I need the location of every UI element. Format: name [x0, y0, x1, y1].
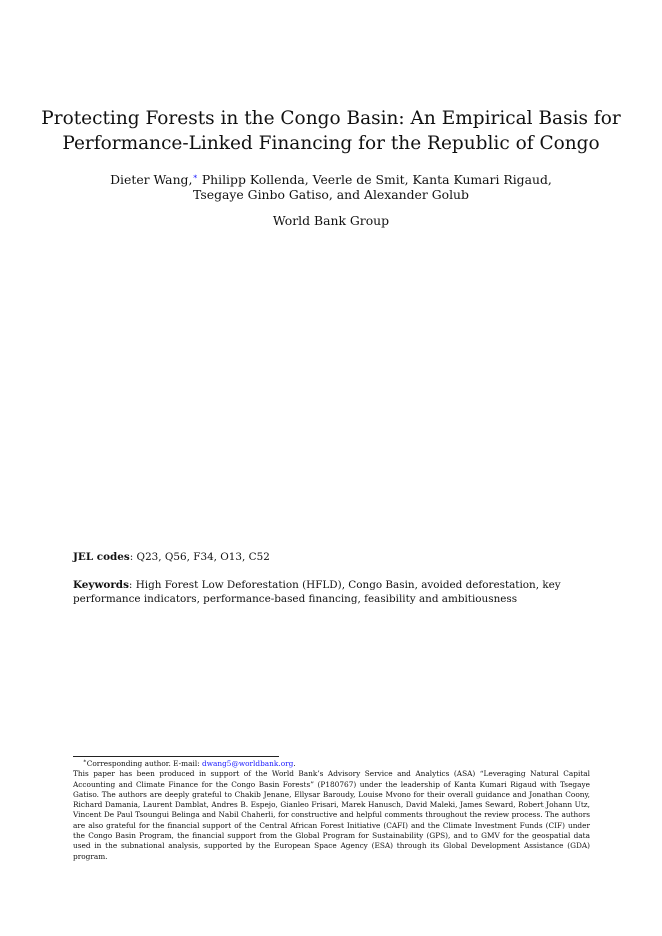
keywords — [73, 579, 593, 606]
keywords-text: : High Forest Low Deforestation (HFLD), Congo Basin, avoided deforestation, key performance indicators, performance-based financing, feasibility and ambitiousness — [73, 579, 561, 605]
footnote-rule — [73, 756, 279, 757]
author-list — [60, 172, 602, 202]
first-author: Dieter Wang, — [110, 172, 193, 187]
title-line-2: Performance-Linked Financing for the Republic of Congo — [62, 133, 600, 154]
footnote — [73, 759, 590, 862]
authors-line-1-rest: Philipp Kollenda, Veerle de Smit, Kanta Kumari Rigaud, — [197, 172, 552, 187]
title-line-1: Protecting Forests in the Congo Basin: An Empirical Basis for — [41, 108, 621, 129]
keywords-label: Keywords — [73, 579, 129, 591]
affiliation: World Bank Group — [272, 213, 390, 228]
footnote-body: This paper has been produced in support of the World Bank’s Advisory Service and Analytics (ASA) “Leveraging Natural Capital Accounting and Climate Finance for the Congo Basin Forests” (P180767) under the leadership of Kanta Kumari Rigaud with Tsegaye Gatiso. The authors are deeply grateful to Chakib Jenane, Ellysar Baroudy, Louise Mvono for their overall guidance and Jonathan Coony, Richard Damania, Laurent Damblat, Andres B. Espejo, Gianleo Frisari, Marek Hanusch, David Maleki, James Seward, Robert Johann Utz, Vincent De Paul Tsoungui Belinga and Nabil Chaherli, for constructive and helpful comments throughout the review process. The authors are also grateful for the financial support of the Central African Forest Initiative (CAFI) and the Climate Investment Funds (CIF) under the Congo Basin Program, the financial support from the Global Program for Sustainability (GPS), and to GMV for the geospatial data used in the subnational analysis, supported by the European Space Agency (ESA) through its Global Development Assistance (GDA) program. — [73, 769, 590, 861]
authors-line-2: Tsegaye Ginbo Gatiso, and Alexander Golub — [193, 187, 469, 202]
footnote-corresponding-suffix: . — [293, 759, 296, 768]
paper-title — [40, 106, 622, 156]
footnote-mark: ∗ — [83, 758, 87, 765]
footnote-corresponding — [73, 759, 590, 769]
jel-codes — [73, 551, 593, 564]
email-link[interactable]: dwang5@worldbank.org — [202, 759, 294, 768]
footnote-link[interactable]: ∗ — [192, 171, 198, 181]
jel-label: JEL codes — [73, 551, 130, 563]
jel-text: : Q23, Q56, F34, O13, C52 — [129, 551, 270, 563]
footnote-corresponding-prefix: Corresponding author. E-mail: — [86, 759, 203, 768]
